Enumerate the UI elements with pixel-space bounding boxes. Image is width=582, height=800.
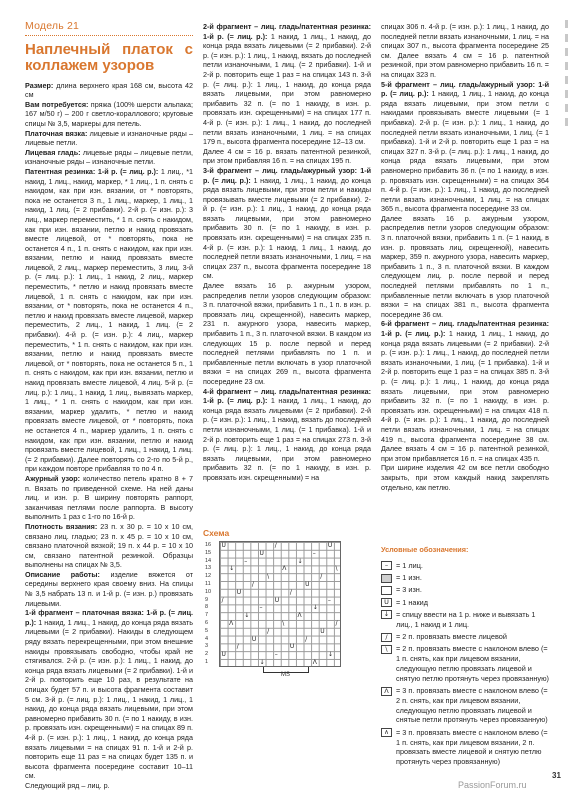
chart-symbol: Λ	[297, 612, 302, 620]
paragraph-heading: Размер:	[25, 80, 54, 90]
paragraph	[381, 80, 549, 214]
chart-row-number: 11	[205, 581, 211, 587]
paragraph	[25, 148, 193, 167]
legend-symbol-icon	[381, 586, 392, 595]
chart-symbol: U	[236, 588, 242, 596]
chart-row-number: 14	[205, 557, 212, 564]
chart-row-number: 7	[205, 612, 209, 619]
legend-text: = 1 лиц.	[396, 560, 423, 570]
legend-symbol-icon: Λ	[381, 687, 392, 696]
chart-symbol: Λ	[229, 620, 234, 627]
paragraph	[203, 166, 371, 281]
paragraph	[25, 81, 193, 100]
chart-symbol: \	[267, 573, 270, 581]
chart-symbol: ↓	[259, 659, 265, 666]
chart-symbol: –	[244, 557, 248, 565]
paragraph-heading: Вам потребуется:	[25, 99, 89, 109]
chart-symbol: /	[320, 573, 323, 581]
column-2	[203, 22, 371, 483]
paragraph-text: 1 лиц., *1 накид, 1 лиц., накид, маркер, * 1 лиц., 1 п. снять с накидом, как при изн. вязании, от * повторять, пока не останется 3 п., 1 лиц., маркер, 1 лиц., 1 накид, 1 лиц. (= 2 прибавки). 2-й р. (= изн. р.): 3 лиц., маркер переместить, * 1 п. снять с накидом, как при изн. вязании, петлю и накид провязать вместе лицевой, от * повторять, пока не останется 4 п., 1 п. снять с накидом, как при изн. вязании, петлю и накид провязать вместе лицевой, 2 лиц., маркер переместить, 3 лиц. 3-й р. (= лиц. р.): 1 лиц., 1 накид, 2 лиц., маркер переместить, * петлю и накид провязать вместе лицевой, 1 п. снять с накидом, как при изн. вязании, от * повторять, пока не останется 4 п., петлю и накид провязать вместе лицевой, маркер переместить, 2 лиц., 1 накид, 1 лиц. (= 2 прибавки). 4-й р. (= изн. р.): 4 лиц., маркер переместить, * 1 п. снять с накидом, как при изн. вязании, петлю и накид провязать вместе лицевой, от * повторять, пока не останется 5 п., 1 п. снять с накидом, как при изн. вязании, петлю и накид провязать вместе лицевой, 4 лиц. 5-й р. (= лиц. р.): 1 лиц., 1 накид, 1 лиц., вывязать маркер, 1 лиц., * 1 п. снять с накидом, как при изн. вязании, маркер удалить, * петлю и накид провязать вместе лицевой, от * повторять, пока не останется 4 п., маркер удалить, 1 п. снять с накидом, как при изн. вязании, петлю и накид провязать вместе лицевой, 1 лиц., 1 накид, 1 лиц. (= 2 прибавки). Далее повторять со 2-го по 5-й р., при каждом повторе прибавляя то по 4 п.	[25, 166, 193, 474]
chart-row-number: 2	[205, 651, 209, 658]
paragraph-text: 1 накид, 1 лиц., 1 накид, до конца ряда вязать лицевыми (= 2 прибавки). 2-й р. (= изн. р.): 1 лиц., 1 накид, вязать до последней петли изнаночными, 1 лиц. (= 2 прибавки). 1-й и 2-й р. повторить еще 1 раз = на спицах 143 п. 3-й р. (= лиц. р.): 1 лиц., 1 накид, до конца ряда вязать лицевыми, при этом равномерно прибавить 32 п. (= по 1 накиду, в изн. р. провязать изн. скрещенными) = на спицах 177 п. 4-й р. (= изн. р.): 1 лиц., 1 накид, до последней петли вязать изнаночными, 1 лиц. = на спицах 179 п., высота фрагмента посередине 12–13 см.	[203, 31, 371, 147]
chart-grid	[219, 541, 341, 667]
chart-row-number: 4	[205, 635, 209, 642]
legend-item	[381, 610, 551, 630]
paragraph-text: 1 накид, 1 лиц., 1 накид, до конца ряда вязать лицевыми (= 2 прибавки). 2-й р. (= изн. р.): 1 лиц., 1 накид, вязать до последней петли изнаночными, 1 лиц. (= 1 прибавка). 1-й и 2-й р. повторить еще 1 раз = на спицах 273 п. 3-й р. (= лиц. р.): 1 лиц., 1 накид, до конца ряда вязать лицевыми, при этом равномерно прибавить 32 п. (= по 1 накиду, в изн. р. провязать изн. скрещенными) = на	[203, 396, 371, 482]
chart-symbol: /	[267, 627, 270, 635]
paragraph-text: 1 накид, 1 лиц., 1 накид, до конца ряда вязать лицевыми (= 2 прибавки). Накиды в следующем ряду вязать перекрещенными, при этом внешние накиды провязывать свободно, чтобы край не стягивался. 2-й р. (= изн. р.): 1 лиц., 1 накид, до конца ряда вязать лицевыми (= 2 прибавки). 1-й и 2-й р. повторить еще 10 раз, в результате на спицах будет 57 п. и высота фрагмента составит 5 см. 3-й р. (= лиц. р.): 1 лиц., 1 накид, 1 лиц., 1 накид, до конца ряда вязать лицевыми, при этом равномерно прибавить 30 п. (= по 1 накиду, в изн. р. провязать изн. скрещенными) = на спицах 89 п. 4-й р. (= изн. р.): 1 лиц., 1 накид, до конца ряда вязать лицевыми = на спицах 91 п. 1-й и 2-й р. повторить еще 11 раз = на спицах будет 135 п. и высота фрагмента посередине составит 10–11 см.	[25, 617, 193, 781]
paragraph-text: Следующий ряд – лиц. р.	[25, 780, 110, 790]
chart-row-number: 3	[205, 643, 209, 650]
paragraph-text: Далее вязать 16 р. ажурным узором, распределив петли узоров следующим образом: 3 п. платочной вязки, прибавить 1 п. (= 1 накид, в изн. р. провязать лиц. скрещенной), навесить маркер, 359 п. ажурного узора, навесить маркер, прибавить 1 п., 3 п. платочной вязки. В каждом следующем лиц. р. после первой и перед последней петлями прибавлять по 1 п., прибавленные петли включать в узор платочной вязки = на спицах 381 п., высота фрагмента посередине 36 см.	[381, 213, 549, 319]
paragraph-text: 1 накид, 1 лиц., 1 накид, до конца ряда вязать лицевыми, при этом петли и накиды провязывать вместе лицевыми (= 2 прибавки). 2-й р. (= изн. р.): 1 лиц., 1 накид, до конца ряда вязать лицевыми, при этом равномерно прибавить 30 п. (= по 1 накиду, в изн. р. провязать изн. скрещенными) = на спицах 235 п. 4-й р. (= изн. р.): 1 накид, 1 лиц., 1 накид, до последней петли вязать изнаночными, 1 лиц. = на спицах 237 п., высота фрагмента посередине 18 см.	[203, 175, 371, 281]
legend-text: = 3 п. провязать вместе с наклоном влево (= 2 п. снять, как при лицевом вязании, следующую петлю провязать лицевой и снятые петли протянуть через провязанную)	[396, 686, 548, 725]
chart-symbol: U	[289, 643, 295, 651]
paragraph-text: изделие вяжется от середины верхнего края своему вниз. На спицы № 3,5 набрать 13 п. и 1-й р. (= изн. р.) провязать лицевыми.	[25, 569, 193, 608]
paragraph-heading: Плотность вязания:	[25, 521, 98, 531]
chart-symbol: /	[289, 588, 292, 596]
paragraph-heading: 4-й фрагмент – лиц. гладь/патентная резинка: 1-й р. (= лиц. р.):	[203, 386, 371, 406]
legend-item	[381, 598, 551, 608]
chart-symbol: –	[327, 596, 331, 604]
chart-symbol: –	[312, 549, 316, 557]
paragraph-text: лицевые ряды – лицевые петли, изнаночные ряды – изнаночные петли.	[25, 147, 193, 167]
chart-symbol: U	[259, 549, 264, 557]
legend-item	[381, 561, 551, 571]
paragraph	[25, 608, 193, 781]
chart-symbol: ↓	[312, 604, 318, 612]
paragraph	[25, 474, 193, 522]
legend-text: = 2 п. провязать вместе лицевой	[396, 632, 507, 642]
paragraph-text: количество петель кратно 8 + 7 п. Вязать по приведенной схеме. На ней даны лиц. и изн. р. В ширину повторять раппорт, заканчивая петлями после раппорта. В высоту выполнить 1 раз с 1-го по 16-й р.	[25, 473, 193, 522]
chart-row-number: 9	[205, 596, 209, 603]
chart-row-number: 15	[205, 549, 212, 556]
page-edge-markers	[562, 20, 570, 660]
paragraph-heading: Лицевая гладь:	[25, 147, 81, 157]
paragraph-heading: Патентная резинка: 1-й р. (= лиц. р.):	[25, 166, 159, 176]
paragraph-heading: 3-й фрагмент – лиц. гладь/ажурный узор: 1-й р. (= лиц. р.):	[203, 165, 371, 185]
chart-symbol: –	[274, 651, 278, 659]
legend-text: = 1 накид	[396, 597, 428, 607]
paragraph-text: 1 накид, 1 лиц., 1 накид, до конца ряда вязать лицевыми (= 2 прибавки). 2-й р. (= изн. р.): 1 лиц., 1 накид, до последней петли вязать изнаночными, 1 лиц. (= 1 прибавка). 1-й и 2-й р. повторить еще 1 раз = на спицах 385 п. 3-й р. (= лиц. р.): 1 лиц., 1 накид, до конца ряда вязать лицевыми, при этом равномерно прибавить 32 п. (= по 1 накиду, в изн. р. провязать изн. скрещенными) = на спицах 418 п. 4-й р. (= изн. р.): 1 лиц., 1 накид, до последней петли вязать изнаночными, 1 лиц. = на спицах 419 п., высота фрагмента посередине 38 см. Далее вязать 4 см = 16 р. патентной резинкой, при этом прибавляется 16 п. = на спицах 435 п.	[381, 329, 549, 463]
chart-symbol: /	[274, 542, 277, 549]
chart-symbol: U	[305, 581, 310, 588]
legend-symbol-icon: –	[381, 561, 392, 570]
legend-item	[381, 573, 551, 583]
paragraph-heading: Ажурный узор:	[25, 473, 81, 483]
chart-row-number: 6	[205, 620, 209, 626]
chart-symbol: Λ	[312, 659, 317, 666]
chart-symbol: /	[305, 635, 308, 643]
paragraph	[25, 167, 193, 474]
paragraph	[25, 100, 193, 129]
chart-symbol: ↓	[229, 565, 235, 573]
legend-list	[381, 561, 551, 767]
chart-symbol: U	[251, 635, 257, 643]
paragraph-heading: 5-й фрагмент – лиц. гладь/ажурный узор: 1-й р. (= лиц. р.):	[381, 79, 549, 99]
chart-symbol: /	[221, 596, 224, 604]
chart-symbol: U	[320, 627, 325, 635]
legend-symbol-icon: \	[381, 645, 392, 654]
legend-text: = 1 изн.	[396, 573, 422, 583]
chart-symbol: –	[259, 604, 263, 612]
chart-symbol: U	[221, 651, 226, 659]
chart-symbol: /	[251, 581, 254, 588]
paragraph-heading: 2-й фрагмент – лиц. гладь/патентная резинка: 1-й р. (= лиц. р.):	[203, 22, 371, 41]
chart-symbol: U	[221, 542, 226, 549]
paragraph	[25, 522, 193, 570]
paragraph	[381, 22, 549, 80]
legend-symbol-icon: ↓	[381, 610, 392, 619]
legend-symbol-icon	[381, 574, 392, 583]
model-label: Модель 21	[25, 22, 193, 36]
paragraph-text: 1 накид, 1 лиц., 1 накид, до конца ряда вязать лицевыми, при этом петли с накидами провязывать вместе лицевыми (= 1 прибавка). 2-й р. (= изн. р.): 1 лиц., 1 накид, до последней петли вязать изнаночными, 1 лиц. (= 1 прибавка). 1-й и 2-й р. повторить еще 1 раз = на спицах 327 п. 3-й р. (= лиц. р.): 1 лиц., 1 накид, до конца ряда вязать лицевыми, при этом равномерно прибавить 36 п. (= по 1 накиду, в изн. р. провязать изн. скрещенными) = на спицах 364 п. 4-й р. (= изн. р.): 1 лиц., 1 накид, до последней петли вязать изнаночными, 1 лиц. = на спицах 365 п., высота фрагмента посередине 33 см.	[381, 89, 549, 214]
legend-item	[381, 632, 551, 642]
column-1	[25, 22, 193, 791]
paragraph	[203, 22, 371, 147]
column-2-text	[203, 22, 371, 483]
legend-item	[381, 585, 551, 595]
chart-row-number: 10	[205, 588, 212, 595]
chart-symbol: U	[327, 542, 333, 549]
paragraph-heading: 6-й фрагмент – лиц. гладь/патентная резинка: 1-й р. (= лиц. р.):	[381, 319, 549, 338]
chart-symbol: \	[282, 620, 285, 627]
paragraph	[381, 319, 549, 463]
legend-text: = спицу ввести на 1 р. ниже и вывязать 1 лиц., 1 накид и 1 лиц.	[396, 609, 536, 629]
pattern-title: Наплечный платок с коллажем узоров	[25, 40, 193, 74]
chart-symbol: \	[335, 565, 338, 573]
paragraph-text: При ширине изделия 42 см все петли свободно закрыть, при этом каждый накид закреплять отдельно, как петлю.	[381, 463, 549, 492]
column-3	[381, 22, 549, 492]
chart-symbol: /	[335, 620, 338, 627]
chart-row-number: 13	[205, 565, 212, 572]
legend-symbol-icon: /	[381, 633, 392, 642]
legend-item	[381, 686, 551, 725]
chart-row-number: 5	[205, 627, 209, 634]
page-number: 31	[552, 771, 561, 780]
paragraph	[381, 463, 549, 492]
chart-symbol: ↓	[244, 612, 250, 620]
paragraph-heading: 1-й фрагмент – платочная вязка: 1-й р. (= лиц. р.):	[25, 608, 193, 627]
legend-text: = 3 изн.	[396, 585, 422, 595]
repeat-label: MS	[281, 672, 290, 678]
paragraph-heading: Платочная вязка:	[25, 128, 88, 138]
column-1-text	[25, 81, 193, 791]
paragraph	[25, 781, 193, 791]
knitting-chart	[203, 528, 353, 678]
legend-symbol-icon: ∧	[381, 728, 392, 737]
chart-symbol: U	[274, 596, 280, 604]
paragraph-text: пряжа (100% шерсти альпака; 167 м/50 г) – 200 г светло-кораллового; круговые спицы № 3,5, маркеры для петель.	[25, 99, 194, 128]
paragraph	[381, 214, 549, 320]
paragraph	[25, 570, 193, 608]
site-watermark: PassionForum.ru	[458, 780, 527, 790]
column-3-text	[381, 22, 549, 492]
paragraph-text: спицах 306 п. 4-й р. (= изн. р.): 1 лиц., 1 накид, до последней петли вязать изнаночными, 1 лиц. = на спицах 307 п., высота фрагмента посередине 25 см. Далее вязать 4 см = 16 р. патентной резинкой, при этом равномерно прибавить 16 п. = на спицах 323 п.	[381, 22, 549, 79]
chart-symbol: /	[236, 643, 239, 651]
paragraph-text: Далее 4 см = 16 р. вязать патентной резинкой, при этом прибавляя 16 п. = на спицах 195 п.	[203, 146, 371, 166]
paragraph-text: длина верхнего края 168 см, высота 42 см	[25, 80, 193, 100]
chart-row-number: 1	[205, 659, 209, 665]
chart-row-number: 16	[205, 542, 212, 548]
symbol-legend	[381, 545, 551, 769]
paragraph-heading: Описание работы:	[25, 569, 100, 579]
chart-title: Схема	[203, 528, 230, 538]
paragraph	[203, 387, 371, 483]
chart-symbol: ↓	[327, 651, 333, 659]
legend-text: = 3 п. провязать вместе с наклоном влево (= 1 п. снять, как при лицевом вязании, 2 п. провязать вместе лицевой и снятую петлю протянуть через провязанную)	[396, 727, 548, 767]
chart-symbol: Λ	[282, 565, 287, 573]
paragraph-text: лицевые и изнаночные ряды – лицевые петли.	[25, 128, 193, 148]
paragraph-text: Далее вязать 16 р. ажурным узором, распределив петли узоров следующим образом: 3 п. платочной вязки, прибавить 1 п., 1 п. в изн. р. провязать лиц. скрещенной), навесить маркер, 231 п. ажурного узора, навесить маркер, прибавить 1 п., 3 п. платочной вязки. В каждом из следующих 15 р. после первой и перед последней петлями прибавлять по 1 п. и прибавленные петли включать в узор платочной вязки = на спицах 269 п., высота фрагмента посередине 23 см.	[203, 281, 371, 386]
paragraph	[25, 129, 193, 148]
paragraph-text: 23 п. x 30 р. = 10 x 10 см, связано лиц. гладью; 23 п. x 45 р. = 10 x 10 см, связано платочной вязкой; 19 п. x 44 р. = 10 x 10 см, связано патентной резинкой. Образцы выполнены на спицах № 3,5.	[25, 521, 194, 570]
legend-symbol-icon: U	[381, 598, 392, 607]
chart-row-number: 12	[205, 573, 212, 580]
legend-item	[381, 644, 551, 683]
legend-item	[381, 728, 551, 767]
paragraph	[203, 147, 371, 166]
legend-title: Условные обозначения:	[381, 545, 469, 554]
legend-text: = 2 п. провязать вместе с наклоном влево (= 1 п. снять, как при лицевом вязании, следующую петлю провязать лицевой и снятую петлю протянуть через провязанную)	[396, 644, 549, 683]
chart-symbol: ↓	[297, 557, 303, 565]
paragraph	[203, 281, 371, 387]
chart-row-number: 8	[205, 604, 209, 611]
